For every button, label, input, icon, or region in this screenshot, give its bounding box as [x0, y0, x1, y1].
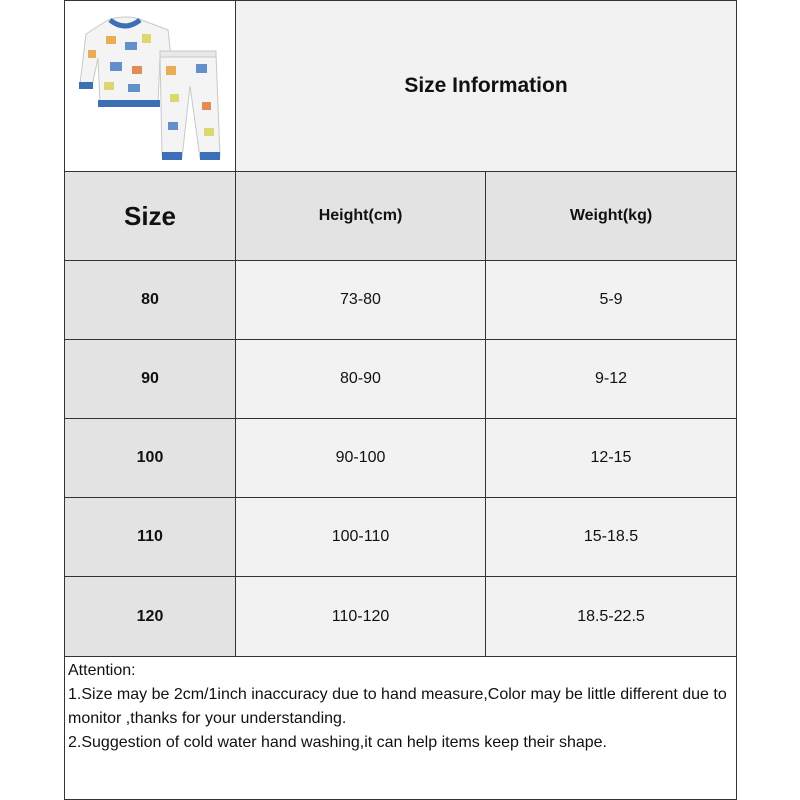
size-chart — [64, 0, 737, 800]
table-row-size: 80 — [64, 260, 236, 340]
page-title: Size Information — [235, 0, 737, 172]
table-row-height: 90-100 — [235, 418, 486, 498]
table-row-height: 100-110 — [235, 497, 486, 577]
notes-line-2: 2.Suggestion of cold water hand washing,it can help items keep their shape. — [68, 734, 607, 751]
table-row-height: 80-90 — [235, 339, 486, 419]
column-header-height: Height(cm) — [235, 171, 486, 261]
table-row-weight: 15-18.5 — [485, 497, 737, 577]
table-row-weight: 12-15 — [485, 418, 737, 498]
column-header-weight: Weight(kg) — [485, 171, 737, 261]
notes-line-1: 1.Size may be 2cm/1inch inaccuracy due to hand measure,Color may be little different due to monitor ,thanks for your understanding. — [68, 686, 727, 727]
table-row-weight: 18.5-22.5 — [485, 576, 737, 657]
table-row-size: 120 — [64, 576, 236, 657]
table-row-size: 100 — [64, 418, 236, 498]
table-row-size: 110 — [64, 497, 236, 577]
table-row-weight: 5-9 — [485, 260, 737, 340]
table-row-height: 110-120 — [235, 576, 486, 657]
table-row-height: 73-80 — [235, 260, 486, 340]
notes-heading: Attention: — [68, 662, 136, 679]
product-image-cell — [64, 0, 236, 172]
column-header-size: Size — [64, 171, 236, 261]
pajama-set-image — [70, 6, 230, 166]
table-row-weight: 9-12 — [485, 339, 737, 419]
attention-notes — [64, 656, 737, 800]
table-row-size: 90 — [64, 339, 236, 419]
